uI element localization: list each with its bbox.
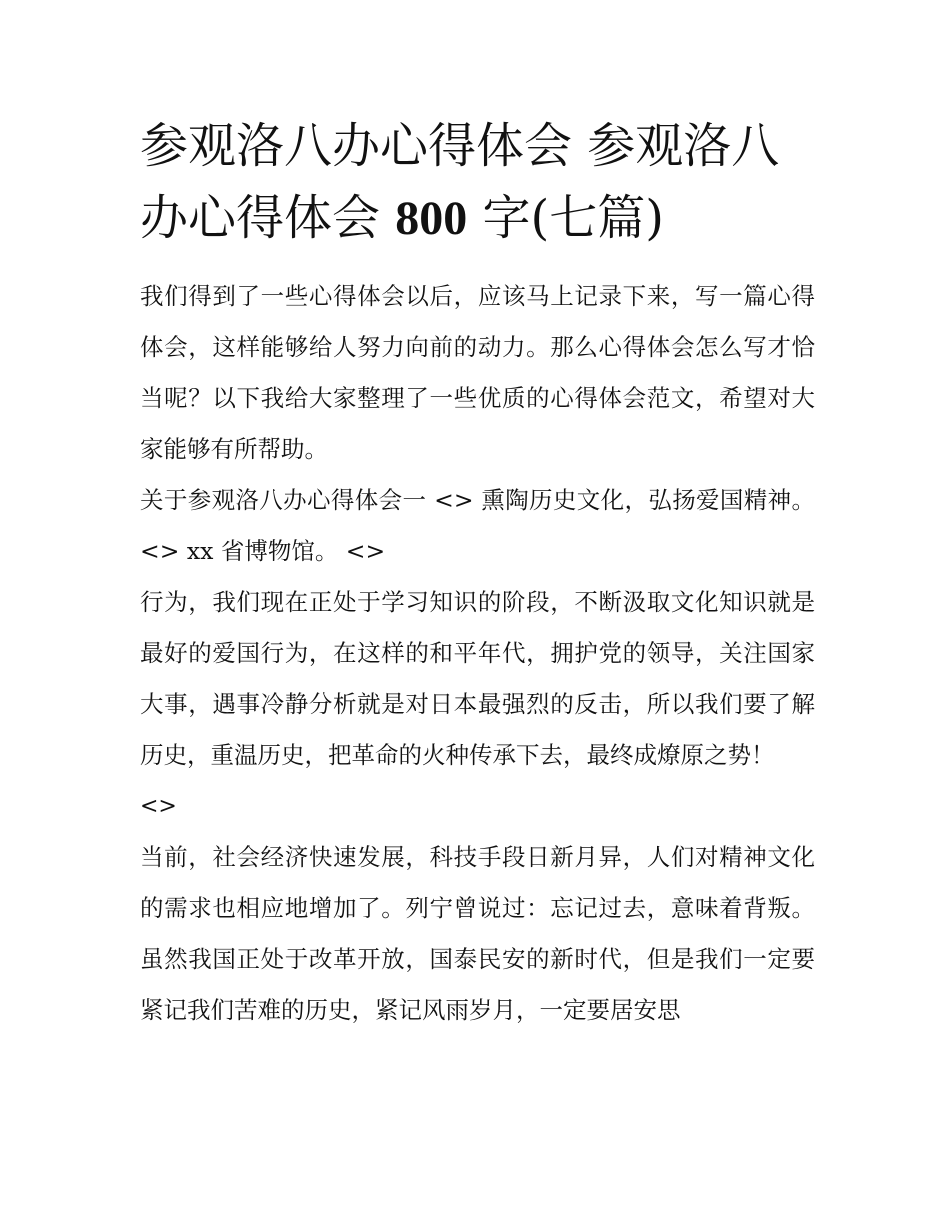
intro-paragraph: 我们得到了一些心得体会以后，应该马上记录下来，写一篇心得体会，这样能够给人努力向前的动力。那么心得体会怎么写才恰当呢？以下我给大家整理了一些优质的心得体会范文，希望对大家能够有所帮助。 [140, 282, 815, 463]
title-word-count: 800 [395, 192, 468, 245]
placeholder-marker: <> [140, 794, 177, 819]
body-paragraph: 当前，社会经济快速发展，科技手段日新月异，人们对精神文化的需求也相应地增加了。列宁曾说过：忘记过去，意味着背叛。虽然我国正处于改革开放，国泰民安的新时代，但是我们一定要紧记我们苦难的历史，紧记风雨岁月，一定要居安思 [140, 843, 815, 1024]
document-body [140, 110, 815, 1036]
body-paragraph: 行为，我们现在正处于学习知识的阶段，不断汲取文化知识就是最好的爱国行为，在这样的和平年代，拥护党的领导，关注国家大事，遇事冷静分析就是对日本最强烈的反击，所以我们要了解历史，重温历史，把革命的火种传承下去，最终成燎原之势！ [140, 588, 815, 769]
title-text-part2: 字(七篇) [467, 190, 664, 246]
title-text-part1: 参观洛八办心得体会 参观洛八办心得体会 [140, 118, 780, 246]
section-heading-paragraph: 关于参观洛八办心得体会一 <> 熏陶历史文化，弘扬爱国精神。 <> xx 省博物馆。 <> [140, 486, 815, 565]
document-title [140, 110, 815, 255]
